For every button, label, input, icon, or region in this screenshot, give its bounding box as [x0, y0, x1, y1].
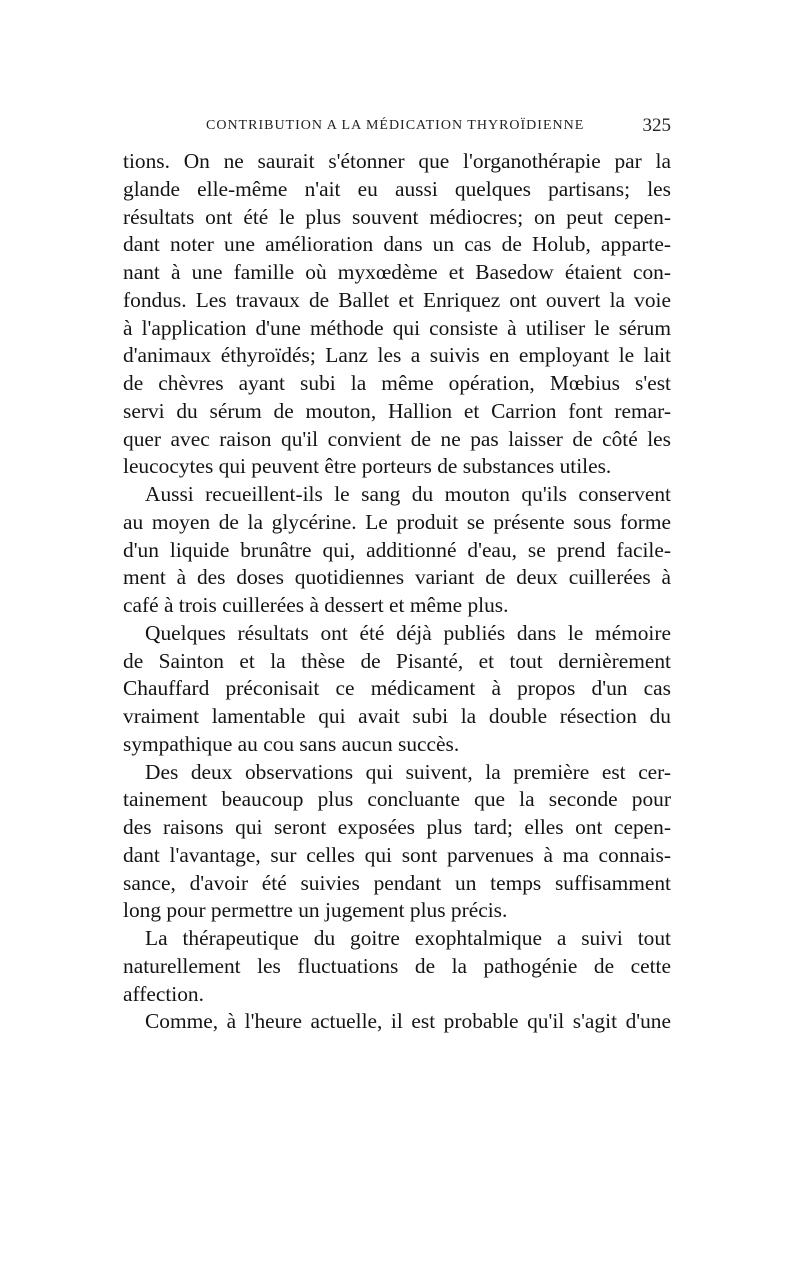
text-line: vraiment lamentable qui avait subi la double résection du	[123, 704, 671, 728]
text-line: leucocytes qui peuvent être porteurs de substances utiles.	[123, 454, 612, 479]
body-text	[123, 148, 671, 1036]
text-line: servi du sérum de mouton, Hallion et Carrion font remar-	[123, 398, 671, 423]
paragraph-start: Comme, à l'heure actuelle, il est probable qu'il s'agit d'une	[145, 1009, 671, 1034]
text-line: d'animaux éthyroïdés; Lanz les a suivis en employant le lait	[123, 343, 671, 368]
text-line: de chèvres ayant subi la même opération, Mœbius s'est	[123, 371, 671, 395]
text-line: long pour permettre un jugement plus précis.	[123, 898, 508, 923]
paragraph-start: Quelques résultats ont été déjà publiés dans le mémoire	[145, 620, 671, 645]
running-head	[206, 115, 671, 140]
text-line: dant l'avantage, sur celles qui sont parvenues à ma connais-	[123, 842, 671, 867]
text-line: au moyen de la glycérine. Le produit se présente sous forme	[123, 509, 671, 534]
text-line: fondus. Les travaux de Ballet et Enriquez ont ouvert la voie	[123, 287, 671, 312]
paragraph-start: La thérapeutique du goitre exophtalmique a suivi tout	[145, 926, 671, 950]
paragraph-start: Des deux observations qui suivent, la première est cer-	[145, 759, 671, 784]
paragraph-start: Aussi recueillent-ils le sang du mouton qu'ils conservent	[145, 482, 671, 506]
text-line: de Sainton et la thèse de Pisanté, et tout dernièrement	[123, 648, 671, 673]
text-line: tainement beaucoup plus concluante que la seconde pour	[123, 787, 671, 812]
text-line: à l'application d'une méthode qui consiste à utiliser le sérum	[123, 315, 671, 340]
text-line: sympathique au cou sans aucun succès.	[123, 731, 460, 756]
text-line: café à trois cuillerées à dessert et même plus.	[123, 593, 509, 617]
text-line: quer avec raison qu'il convient de ne pas laisser de côté les	[123, 426, 671, 451]
text-line: ment à des doses quotidiennes variant de deux cuillerées à	[123, 565, 671, 590]
text-line: naturellement les fluctuations de la pathogénie de cette	[123, 953, 671, 978]
text-line: d'un liquide brunâtre qui, additionné d'eau, se prend facile-	[123, 537, 671, 562]
text-line: des raisons qui seront exposées plus tard; elles ont cepen-	[123, 815, 671, 839]
text-line: glande elle-même n'ait eu aussi quelques partisans; les	[123, 176, 671, 201]
text-line: nant à une famille où myxœdème et Basedow étaient con-	[123, 260, 671, 284]
text-line: tions. On ne saurait s'étonner que l'organothérapie par la	[123, 149, 671, 173]
text-line: résultats ont été le plus souvent médiocres; on peut cepen-	[123, 204, 671, 229]
page-number: 325	[642, 115, 671, 136]
running-head-title: CONTRIBUTION A LA MÉDICATION THYROÏDIENNE	[206, 118, 585, 133]
text-line: sance, d'avoir été suivies pendant un temps suffisamment	[123, 870, 671, 895]
text-line: dant noter une amélioration dans un cas de Holub, apparte-	[123, 232, 671, 257]
text-line: Chauffard préconisait ce médicament à propos d'un cas	[123, 676, 671, 701]
text-line: affection.	[123, 981, 204, 1006]
